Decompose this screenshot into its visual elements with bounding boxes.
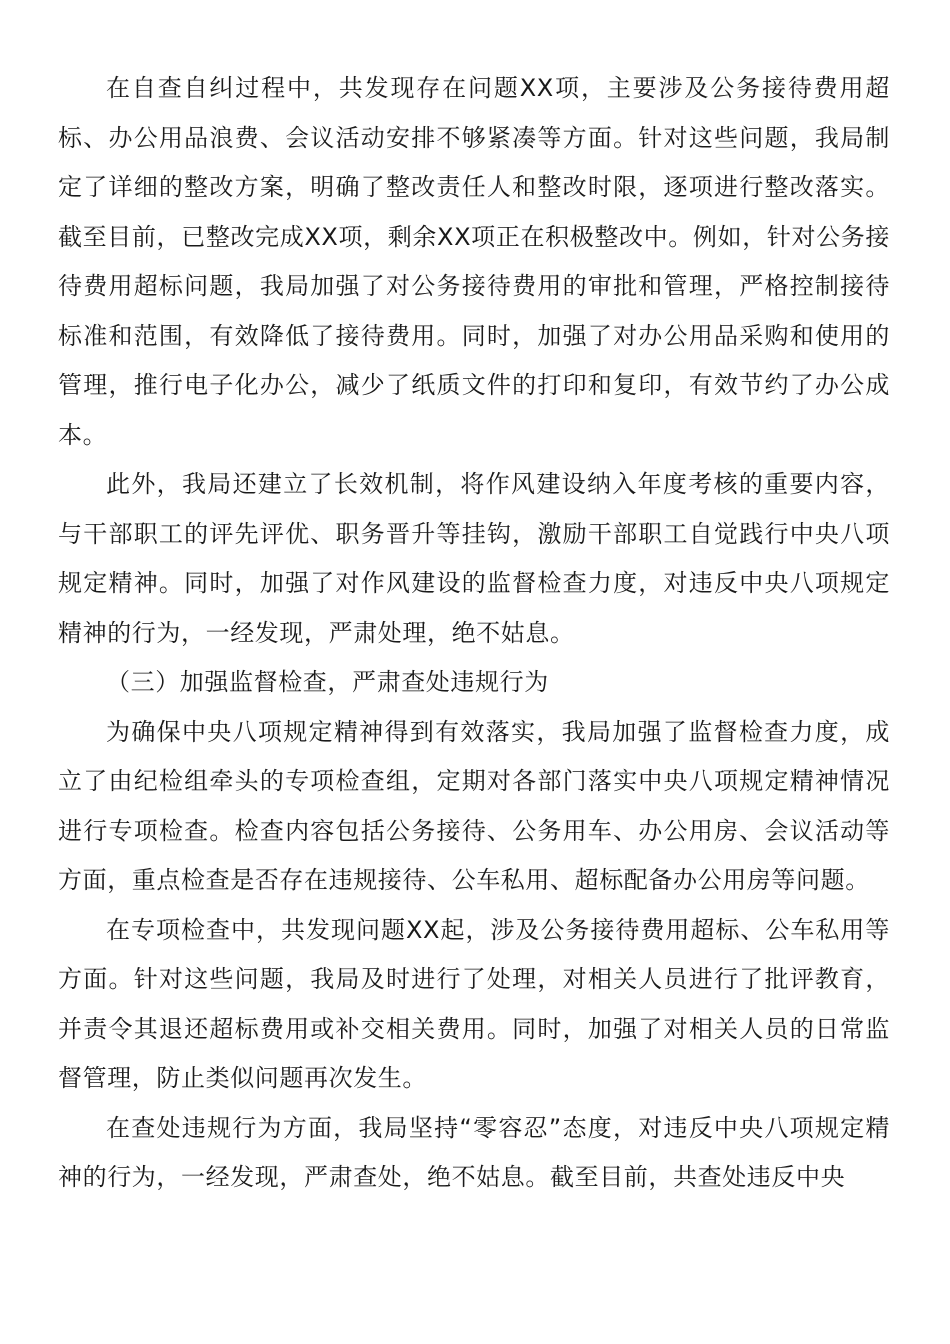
paragraph-zero-tolerance: 在查处违规行为方面，我局坚持“零容忍”态度，对违反中央八项规定精神的行为，一经发现，严肃查处，绝不姑息。截至目前，共查处违反中央 xyxy=(58,1113,890,1191)
document-body xyxy=(58,64,890,1203)
paragraph-inspection-findings: 在专项检查中，共发现问题XX起，涉及公务接待费用超标、公车私用等方面。针对这些问题，我局及时进行了处理，对相关人员进行了批评教育，并责令其退还超标费用或补交相关费用。同时，加强了对相关人员的日常监督管理，防止类似问题再次发生。 xyxy=(58,915,890,1092)
paragraph-self-inspection: 在自查自纠过程中，共发现存在问题XX项，主要涉及公务接待费用超标、办公用品浪费、会议活动安排不够紧凑等方面。针对这些问题，我局制定了详细的整改方案，明确了整改责任人和整改时限，逐项进行整改落实。截至目前，已整改完成XX项，剩余XX项正在积极整改中。例如，针对公务接待费用超标问题，我局加强了对公务接待费用的审批和管理，严格控制接待标准和范围，有效降低了接待费用。同时，加强了对办公用品采购和使用的管理，推行电子化办公，减少了纸质文件的打印和复印，有效节约了办公成本。 xyxy=(58,74,890,449)
paragraph-special-inspection-team: 为确保中央八项规定精神得到有效落实，我局加强了监督检查力度，成立了由纪检组牵头的专项检查组，定期对各部门落实中央八项规定精神情况进行专项检查。检查内容包括公务接待、公务用车、办公用房、会议活动等方面，重点检查是否存在违规接待、公车私用、超标配备办公用房等问题。 xyxy=(58,717,890,894)
paragraph-long-term-mechanism: 此外，我局还建立了长效机制，将作风建设纳入年度考核的重要内容，与干部职工的评先评优、职务晋升等挂钩，激励干部职工自觉践行中央八项规定精神。同时，加强了对作风建设的监督检查力度，对违反中央八项规定精神的行为，一经发现，严肃处理，绝不姑息。 xyxy=(58,470,890,647)
section-heading-supervision: （三）加强监督检查，严肃查处违规行为 xyxy=(106,668,549,696)
